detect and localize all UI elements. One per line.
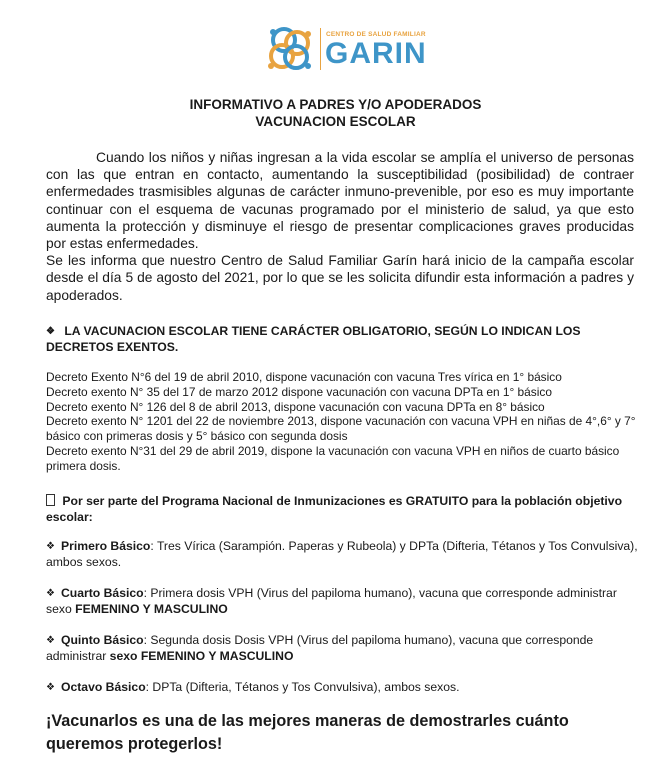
missing-glyph-box-icon [46,494,55,506]
diamond-bullet-icon: ❖ [46,588,55,599]
diamond-bullet-icon: ❖ [46,541,55,552]
logo-divider [320,28,321,70]
obligatorio-heading [46,324,634,355]
obligatorio-text: LA VACUNACION ESCOLAR TIENE CARÁCTER OBLIGATORIO, SEGÚN LO INDICAN LOS DECRETOS EXENTOS. [46,324,581,354]
decreto-item: Decreto exento N° 1201 del 22 de noviembre 2013, dispone vacunación con vacuna VPH en niñas de 4°,6° y 7° básico con primeras dosis y 5° básico con segunda dosis [46,414,636,444]
item-text: : DPTa (Difteria, Tétanos y Tos Convulsiva), ambos sexos. [145,680,460,694]
intro-paragraph-2: Se les informa que nuestro Centro de Salud Familiar Garín hará inicio de la campaña escolar desde el día 5 de agosto del 2021, por lo que se les solicita difundir esta información a padres y apoderados. [46,253,634,303]
diamond-bullet-icon: ❖ [46,635,55,646]
intro-section [46,149,634,304]
logo-rings-icon [264,24,316,74]
decreto-item: Decreto exento N° 126 del 8 de abril 2013, dispone vacunación con vacuna DPTa en 8° básico [46,399,545,414]
gratuito-heading [46,494,636,525]
gratuito-text: Por ser parte del Programa Nacional de Inmunizaciones es GRATUITO para la población objetivo escolar: [46,494,623,524]
document-title-line2: VACUNACION ESCOLAR [255,114,416,129]
item-text: : Segunda dosis Dosis VPH (Virus del papiloma humano), vacuna que corresponde administrar [46,633,594,663]
vaccine-item-primero [46,539,642,570]
item-emphasis: FEMENINO Y MASCULINO [75,601,228,616]
item-label: Cuarto Básico [60,586,144,600]
intro-paragraph-1: Cuando los niños y niñas ingresan a la vida escolar se amplía el universo de personas con las que entran en contacto, aumentando la susceptibilidad (posibilidad) de contraer enfermedades trasmisibles algunas de carácter inmuno-prevenible, por eso es muy importante continuar con el esquema de vacunas programado por el ministerio de salud, ya que esto aumenta la protección y disminuye el riesgo de presentar complicaciones graves producidas por estas enfermedades. [46,150,634,252]
diamond-bullet-icon: ❖ [46,682,55,693]
diamond-bullet-icon: ❖ [46,326,55,337]
item-label: Primero Básico [60,539,151,553]
closing-message: ¡Vacunarlos es una de las mejores maneras de demostrarles cuánto queremos protegerlos! [46,712,569,753]
item-emphasis: sexo FEMENINO Y MASCULINO [109,648,294,663]
document-title-line1: INFORMATIVO A PADRES Y/O APODERADOS [189,97,482,112]
logo-name: GARIN [325,37,427,70]
logo-small-text: CENTRO DE SALUD FAMILIAR [326,31,426,38]
decretos-list [46,370,636,474]
decreto-item: Decreto exento N°31 del 29 de abril 2019, dispone la vacunación con vacuna VPH en niños de cuarto básico primera dosis. [46,443,620,473]
vaccine-item-quinto [46,633,642,664]
decreto-item: Decreto Exento N°6 del 19 de abril 2010, dispone vacunación con vacuna Tres vírica en 1° básico [46,370,562,384]
item-text: : Tres Vírica (Sarampión. Paperas y Rubeola) y DPTa (Difteria, Tétanos y Tos Convulsiva), ambos sexos. [46,539,638,569]
vaccine-item-octavo [46,680,642,696]
vaccine-item-cuarto [46,586,642,617]
item-label: Quinto Básico [60,633,144,647]
item-label: Octavo Básico [60,680,146,694]
cesfam-garin-logo [264,22,427,76]
item-text: : Primera dosis VPH (Virus del papiloma humano), vacuna que corresponde administrar sexo [46,586,617,616]
decreto-item: Decreto exento N° 35 del 17 de marzo 2012 dispone vacunación con vacuna DPTa en 1° básico [46,384,552,399]
